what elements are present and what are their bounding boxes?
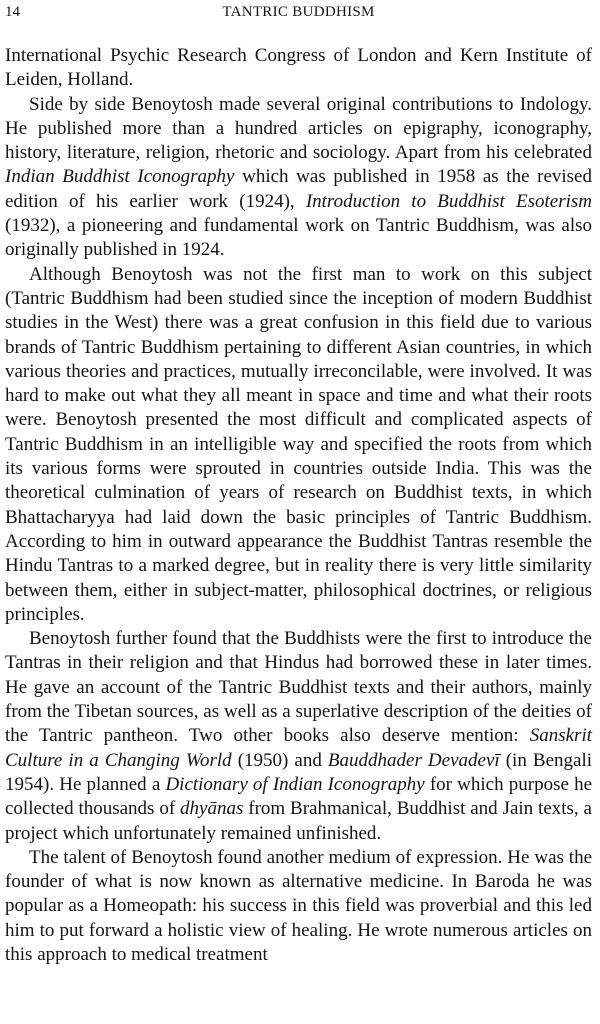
book-title-indian-buddhist-iconography: Indian Buddhist Iconography bbox=[5, 166, 235, 188]
paragraph-4-text-c: (1950) and bbox=[231, 749, 328, 771]
paragraph-4 bbox=[5, 627, 592, 846]
term-dhyanas: dhyānas bbox=[180, 798, 244, 820]
paragraph-4-text-a: Benoytosh further found that the Buddhists were the first to introduce the Tantras in their religion and that Hindus had borrowed these in later times. He gave an account of the Tantric Buddhist texts and their authors, mainly from the Tibetan sources, as well as a superlative description of the deities of the Tantric pantheon. Two other books also deserve mention: bbox=[5, 628, 592, 747]
paragraph-2-text-e: (1932), a pioneering and fundamental work on Tantric Buddhism, was also originally published in 1924. bbox=[5, 215, 592, 261]
book-title-bauddhader-devadevi: Bauddhader Devadevī bbox=[327, 749, 500, 771]
paragraph-4-text-i: from Brahmanical, Buddhist and Jain texts, a project which unfortunately remained unfinished. bbox=[5, 798, 592, 844]
book-title-dictionary-of-indian-iconography: Dictionary of Indian Iconography bbox=[165, 773, 425, 795]
paragraph-4-text-g: for which purpose he collected thousands of bbox=[5, 773, 592, 820]
book-title-introduction-to-buddhist-esoterism: Introduction to Buddhist Esoterism bbox=[305, 190, 592, 212]
book-title-sanskrit-culture: Sanskrit Culture in a Changing World bbox=[5, 725, 592, 771]
paragraph-3: Although Benoytosh was not the first man to work on this subject (Tantric Buddhism had been studied since the inception of modern Buddhist studies in the West) there was a great confusion in this field due to various brands of Tantric Buddhism pertaining to different Asian countries, in which various theories and practices, mutually irreconcilable, were involved. It was hard to make out what they all meant in space and time and what their roots were. Benoytosh presented the most difficult and complicated aspects of Tantric Buddhism in an intelligible way and specified the roots from which its various forms were sprouted in countries outside India. This was the theoretical culmination of years of research on Buddhist texts, in which Bhattacharyya had laid down the basic principles of Tantric Buddhism. According to him in outward appearance the Buddhist Tantras resemble the Hindu Tantras to a marked degree, but in reality there is very little similarity between them, either in subject-matter, philosophical doctrines, or religious principles. bbox=[5, 263, 592, 625]
page-number: 14 bbox=[5, 4, 20, 20]
paragraph-2-text-c: which was published in 1958 as the revised edition of his earlier work (1924), bbox=[5, 166, 592, 212]
running-header bbox=[5, 0, 592, 24]
running-title: TANTRIC BUDDHISM bbox=[222, 4, 375, 20]
body-text bbox=[5, 44, 592, 967]
paragraph-4-text-e: (in Bengali 1954). He planned a bbox=[5, 749, 592, 795]
paragraph-5: The talent of Benoytosh found another medium of expression. He was the founder of what is now known as alternative medicine. In Baroda he was popular as a Homeopath: his success in this field was proverbial and this led him to put forward a holistic view of healing. He wrote numerous articles on this approach to medical treatment bbox=[5, 846, 592, 965]
paragraph-2-text-a: Side by side Benoytosh made several original contributions to Indology. He published more than a hundred articles on epigraphy, iconography, history, literature, religion, rhetoric and sociology. Apart from his celebrated bbox=[5, 93, 592, 164]
paragraph-1: International Psychic Research Congress of London and Kern Institute of Leiden, Holland. bbox=[5, 45, 592, 91]
paragraph-2 bbox=[5, 93, 592, 263]
